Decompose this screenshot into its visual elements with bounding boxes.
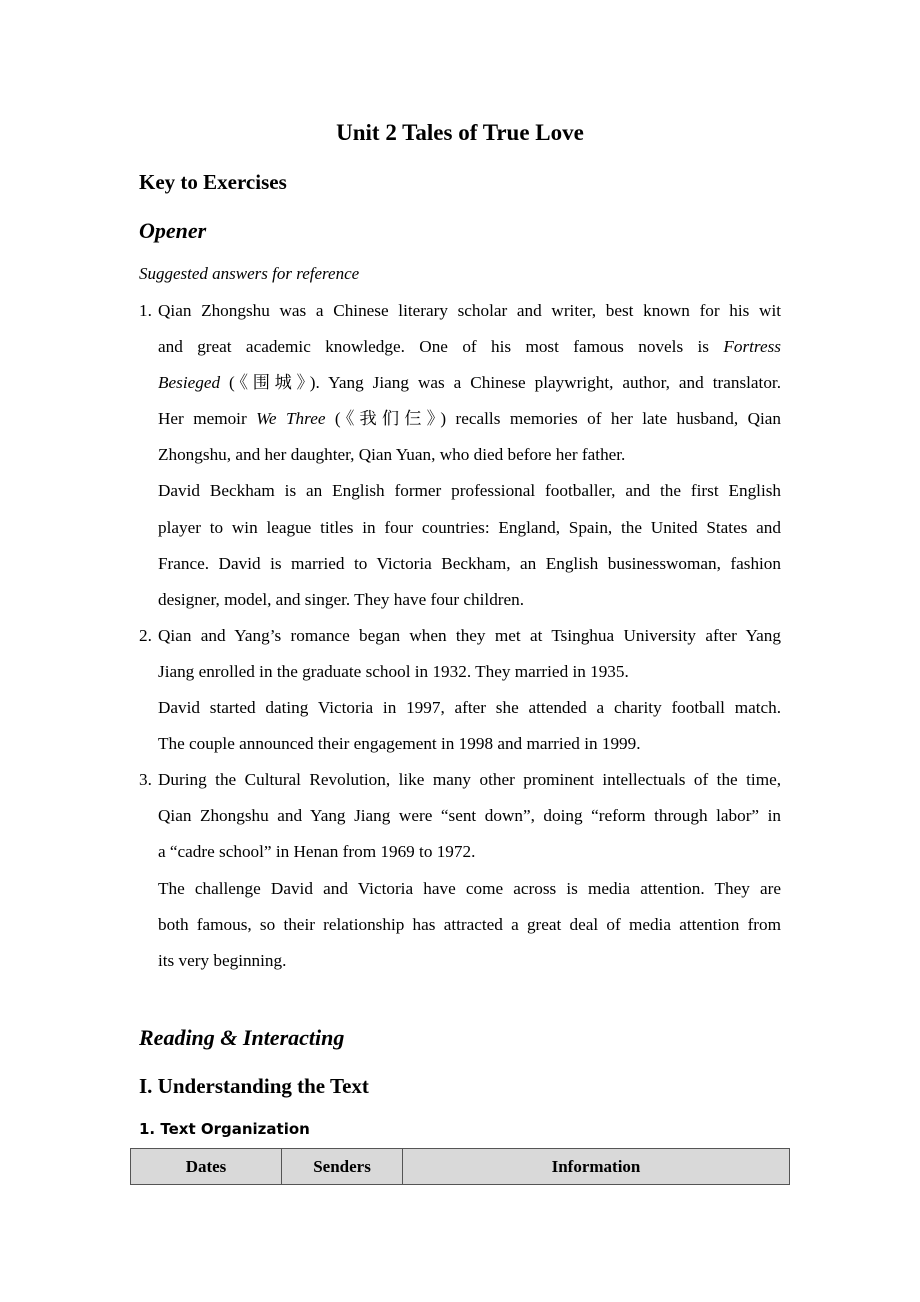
column-header-dates: Dates <box>131 1149 282 1185</box>
answer-text: (《围城》). Yang Jiang was a Chinese playwright, author, and translator. <box>220 373 781 393</box>
unit-title: Unit 2 Tales of True Love <box>336 120 584 145</box>
book-title: We Three <box>256 409 326 429</box>
answer-item-3 <box>139 762 781 979</box>
answer-text: and great academic knowledge. One of his most famous novels is <box>158 337 724 357</box>
table-header-row <box>131 1149 790 1185</box>
answer-text: Qian and Yang’s romance began when they met at Tsinghua University after Yang <box>158 625 781 645</box>
answer-text: France. David is married to Victoria Beckham, an English businesswoman, fashion <box>158 553 781 573</box>
answer-text: (《我们仨》) recalls memories of her late husband, Qian <box>325 409 782 429</box>
opener-heading: Opener <box>139 218 207 243</box>
answer-text: player to win league titles in four countries: England, Spain, the United States and <box>158 517 781 537</box>
column-header-senders: Senders <box>282 1149 403 1185</box>
item-number: 2. <box>139 625 152 645</box>
text-organization-heading: 1. Text Organization <box>139 1120 310 1138</box>
answer-item-1 <box>139 293 781 618</box>
answer-text: Her memoir <box>158 409 257 429</box>
answer-text: The couple announced their engagement in 1998 and married in 1999. <box>158 734 641 754</box>
answer-text: Qian Zhongshu and Yang Jiang were “sent down”, doing “reform through labor” in <box>158 806 781 826</box>
suggested-note: Suggested answers for reference <box>139 264 360 283</box>
answer-text: its very beginning. <box>158 950 287 970</box>
reading-heading: Reading & Interacting <box>139 1025 345 1050</box>
answer-text: both famous, so their relationship has attracted a great deal of media attention from <box>158 914 781 934</box>
answer-text: a “cadre school” in Henan from 1969 to 1972. <box>158 842 476 862</box>
understanding-heading: I. Understanding the Text <box>139 1074 369 1098</box>
answers-list <box>139 293 781 979</box>
book-title: Besieged <box>158 373 221 393</box>
column-header-information: Information <box>403 1149 790 1185</box>
answer-text: During the Cultural Revolution, like many other prominent intellectuals of the time, <box>158 770 781 790</box>
answer-text: Jiang enrolled in the graduate school in 1932. They married in 1935. <box>158 661 629 681</box>
answer-text: The challenge David and Victoria have come across is media attention. They are <box>158 878 781 898</box>
answer-text: Zhongshu, and her daughter, Qian Yuan, who died before her father. <box>158 445 626 465</box>
text-organization-table <box>130 1148 790 1185</box>
answer-text: Qian Zhongshu was a Chinese literary scholar and writer, best known for his wit <box>158 301 781 320</box>
item-number: 1. <box>139 301 152 320</box>
answer-text: David Beckham is an English former professional footballer, and the first English <box>158 481 781 501</box>
item-number: 3. <box>139 770 152 790</box>
key-heading: Key to Exercises <box>139 170 287 194</box>
book-title: Fortress <box>723 337 781 357</box>
answer-text: designer, model, and singer. They have four children. <box>158 589 525 609</box>
answer-item-2 <box>139 618 781 762</box>
answer-text: David started dating Victoria in 1997, after she attended a charity football match. <box>158 698 781 718</box>
